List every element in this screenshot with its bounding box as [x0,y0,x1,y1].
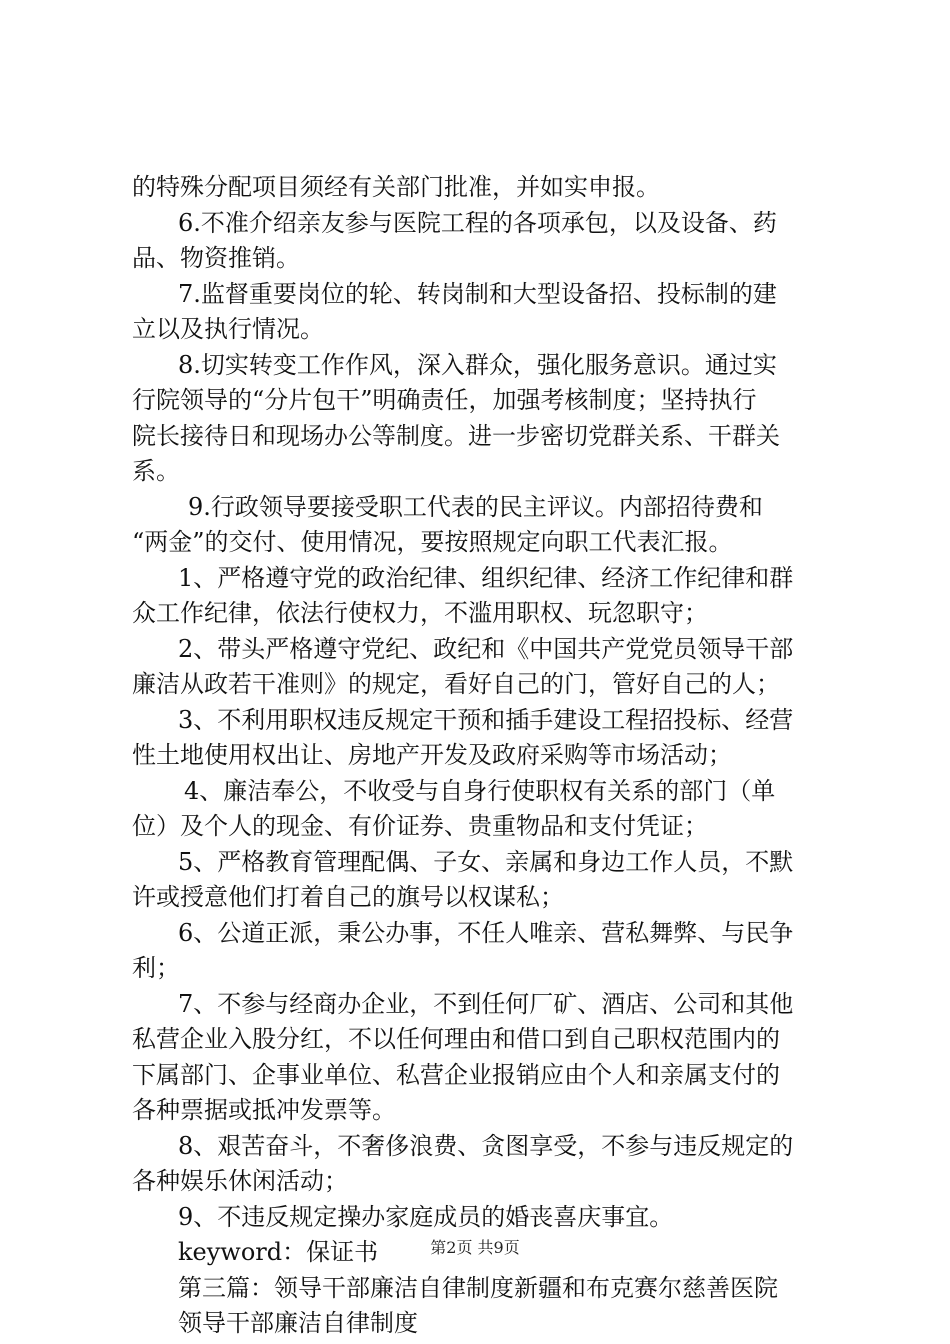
text-line: 7、不参与经商办企业，不到任何厂矿、酒店、公司和其他 [178,990,794,1018]
text-line: 第三篇：领导干部廉洁自律制度新疆和布克赛尔慈善医院 [178,1274,778,1302]
text-line: 的特殊分配项目须经有关部门批准，并如实申报。 [132,173,660,201]
text-line: 6.不准介绍亲友参与医院工程的各项承包，以及设备、药 [178,209,777,237]
text-line: 8.切实转变工作作风，深入群众，强化服务意识。通过实 [178,351,777,379]
text-line: 下属部门、企事业单位、私营企业报销应由个人和亲属支付的 [132,1061,780,1089]
text-line: 9.行政领导要接受职工代表的民主评议。内部招待费和 [188,493,763,521]
text-line: keyword：保证书 [178,1238,379,1266]
text-line: 系。 [132,457,180,485]
text-line: 位）及个人的现金、有价证券、贵重物品和支付凭证； [132,812,708,840]
text-line: 9、不违反规定操办家庭成员的婚丧喜庆事宜。 [178,1203,674,1231]
text-line: 3、不利用职权违反规定干预和插手建设工程招投标、经营 [178,706,794,734]
text-line: “两金”的交付、使用情况，要按照规定向职工代表汇报。 [132,528,733,556]
text-line: 6、公道正派，秉公办事，不任人唯亲、营私舞弊、与民争 [178,919,794,947]
text-line: 8、艰苦奋斗，不奢侈浪费、贪图享受，不参与违反规定的 [178,1132,794,1160]
text-line: 2、带头严格遵守党纪、政纪和《中国共产党党员领导干部 [178,635,794,663]
text-line: 品、物资推销。 [132,244,300,272]
text-line: 各种娱乐休闲活动； [132,1167,348,1195]
text-line: 4、廉洁奉公，不收受与自身行使职权有关系的部门（单 [184,777,776,805]
page-number-footer: 第2页 共9页 [430,1238,520,1257]
text-line: 5、严格教育管理配偶、子女、亲属和身边工作人员，不默 [178,848,794,876]
text-line: 立以及执行情况。 [132,315,324,343]
text-line: 各种票据或抵冲发票等。 [132,1096,396,1124]
text-line: 领导干部廉洁自律制度 [178,1309,418,1337]
text-line: 许或授意他们打着自己的旗号以权谋私； [132,883,564,911]
text-line: 院长接待日和现场办公等制度。进一步密切党群关系、干群关 [132,422,780,450]
text-line: 利； [132,954,180,982]
text-line: 众工作纪律，依法行使权力，不滥用职权、玩忽职守； [132,599,708,627]
text-line: 7.监督重要岗位的轮、转岗制和大型设备招、投标制的建 [178,280,777,308]
text-line: 廉洁从政若干准则》的规定，看好自己的门，管好自己的人； [132,670,780,698]
text-line: 行院领导的“分片包干”明确责任，加强考核制度；坚持执行 [132,386,757,414]
text-line: 性土地使用权出让、房地产开发及政府采购等市场活动； [132,741,732,769]
text-line: 1、严格遵守党的政治纪律、组织纪律、经济工作纪律和群 [178,564,794,592]
text-line: 私营企业入股分红，不以任何理由和借口到自己职权范围内的 [132,1025,780,1053]
